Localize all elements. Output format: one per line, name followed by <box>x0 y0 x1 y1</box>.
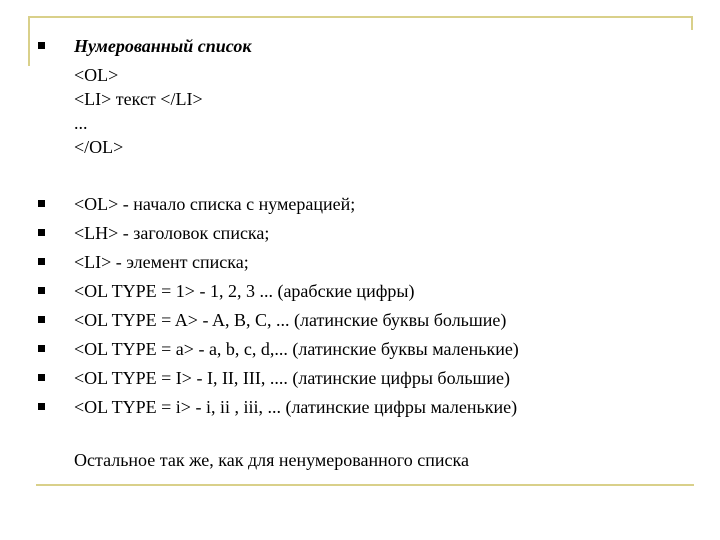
right-rule <box>691 16 693 30</box>
bullet-icon <box>38 345 45 352</box>
list-item: <OL> - начало списка с нумерацией; <box>74 194 356 214</box>
top-rule <box>28 16 693 18</box>
list-item: <OL TYPE = I> - I, II, III, .... (латинские цифры большие) <box>74 368 511 388</box>
footer-note: Остальное так же, как для ненумерованного списка <box>74 450 469 470</box>
list-item: <OL TYPE = 1> - 1, 2, 3 ... (арабские цифры) <box>74 281 415 301</box>
list-item: <OL TYPE = a> - a, b, c, d,... (латинские буквы маленькие) <box>74 339 519 359</box>
list-item: <LI> - элемент списка; <box>74 252 249 272</box>
bullet-icon <box>38 229 45 236</box>
list-item: <LH> - заголовок списка; <box>74 223 270 243</box>
code-line: <LI> текст </LI> <box>74 89 203 109</box>
bullet-icon <box>38 258 45 265</box>
bullet-icon <box>38 200 45 207</box>
list-item: <OL TYPE = A> - A, B, C, ... (латинские буквы большие) <box>74 310 507 330</box>
bullet-icon <box>38 316 45 323</box>
list-item: <OL TYPE = i> - i, ii , iii, ... (латинские цифры маленькие) <box>74 397 518 417</box>
bullet-icon <box>38 287 45 294</box>
code-line: ... <box>74 113 88 133</box>
code-line: <OL> <box>74 65 119 85</box>
slide-heading: Нумерованный список <box>74 36 252 56</box>
bullet-icon <box>38 374 45 381</box>
bullet-icon <box>38 42 45 49</box>
bottom-rule <box>36 484 694 486</box>
bullet-icon <box>38 403 45 410</box>
left-rule <box>28 16 30 66</box>
code-line: </OL> <box>74 137 124 157</box>
